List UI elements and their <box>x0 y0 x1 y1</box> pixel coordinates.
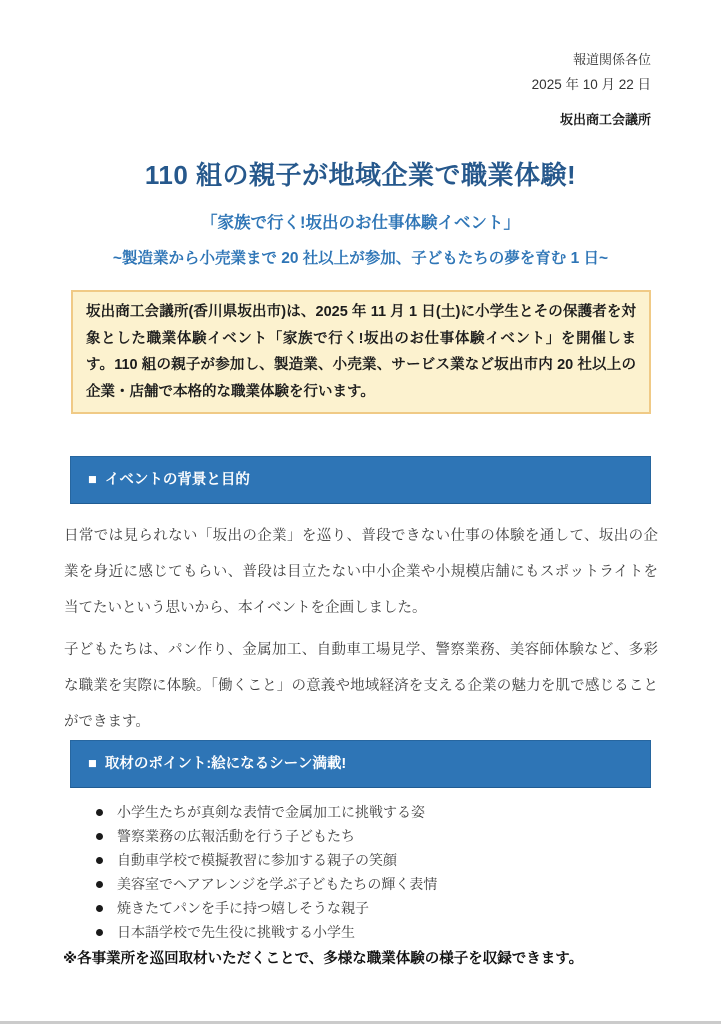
list-item <box>96 800 721 824</box>
title-block <box>0 156 721 270</box>
list-item <box>96 824 721 848</box>
section-heading-coverage-points <box>70 740 651 788</box>
background-paragraph-1: 日常では見られない「坂出の企業」を巡り、普段できない仕事の体験を通して、坂出の企業を身近に感じてもらい、普段は目立たない中小企業や小規模店舗にもスポットライトを当てたいという思いから、本イベントを企画しました。 <box>64 528 658 616</box>
lead-summary-box <box>71 290 651 414</box>
issuing-organization: 坂出商工会議所 <box>559 112 651 127</box>
list-item-text: 美容室でヘアアレンジを学ぶ子どもたちの輝く表情 <box>117 876 438 892</box>
section-heading-background-purpose: イベントの背景と目的 <box>104 472 250 488</box>
list-item-text: 焼きたてパンを手に持つ嬉しそうな親子 <box>117 900 369 916</box>
bullet-dot-icon <box>96 881 103 888</box>
list-item <box>96 848 721 872</box>
document-header <box>0 0 721 128</box>
release-date: 2025 年 10 月 22 日 <box>531 77 651 92</box>
bullet-dot-icon <box>96 929 103 936</box>
list-item <box>96 872 721 896</box>
coverage-note: ※各事業所を巡回取材いただくことで、多様な職業体験の様子を収録できます。 <box>63 951 584 967</box>
bullet-dot-icon <box>96 809 103 816</box>
square-bullet-icon: ■ <box>88 756 97 772</box>
recipient-line: 報道関係各位 <box>572 52 651 67</box>
bullet-dot-icon <box>96 833 103 840</box>
page-tagline: ~製造業から小売業まで 20 社以上が参加、子どもたちの夢を育む 1 日~ <box>112 250 609 267</box>
list-item-text: 小学生たちが真剣な表情で金属加工に挑戦する姿 <box>117 804 425 820</box>
list-item-text: 日本語学校で先生役に挑戦する小学生 <box>117 924 355 940</box>
section-heading-background <box>70 456 651 504</box>
bullet-dot-icon <box>96 905 103 912</box>
page-title: 110 組の親子が地域企業で職業体験! <box>144 160 577 190</box>
list-item-text: 警察業務の広報活動を行う子どもたち <box>117 828 355 844</box>
page-subtitle: 「家族で行く!坂出のお仕事体験イベント」 <box>201 214 520 232</box>
background-paragraph-2: 子どもたちは、パン作り、金属加工、自動車工場見学、警察業務、美容師体験など、多彩な職業を実際に体験。「働くこと」の意義や地域経済を支える企業の魅力を肌で感じることができます。 <box>64 642 658 730</box>
list-item <box>96 896 721 920</box>
list-item-text: 自動車学校で模擬教習に参加する親子の笑顔 <box>117 852 397 868</box>
square-bullet-icon: ■ <box>88 472 97 488</box>
section-heading-coverage-points-label: 取材のポイント:絵になるシーン満載! <box>104 756 347 772</box>
coverage-points-list <box>0 800 721 944</box>
list-item <box>96 920 721 944</box>
lead-summary-text: 坂出商工会議所(香川県坂出市)は、2025 年 11 月 1 日(土)に小学生とその保護者を対象とした職業体験イベント「家族で行く!坂出のお仕事体験イベント」を開催します。110 組の親子が参加し、製造業、小売業、サービス業など坂出市内 20 社以上の企業・店舗で本格的な職業体験を行います。 <box>86 304 636 400</box>
bullet-dot-icon <box>96 857 103 864</box>
